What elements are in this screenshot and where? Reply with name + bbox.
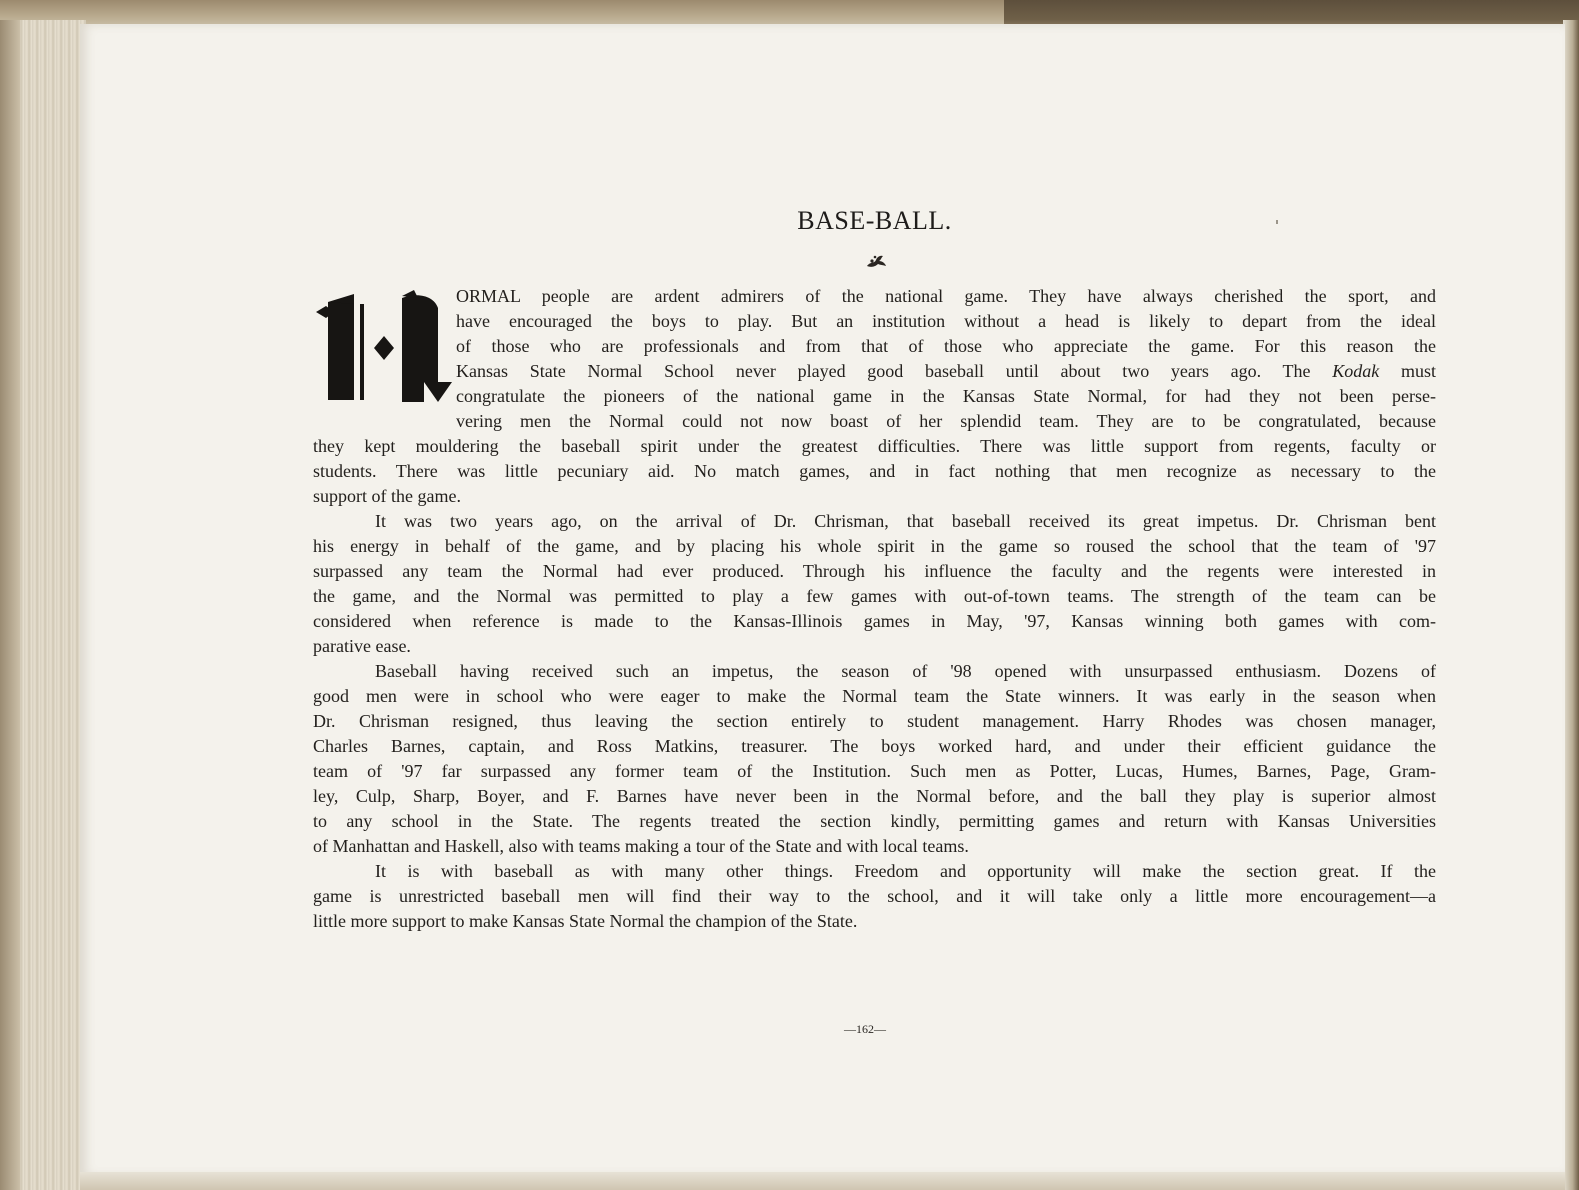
text-line: students. There was little pecuniary aid. No match games, and in fact nothing that men recognize as necessary to the [313,461,1436,481]
text-line: of Manhattan and Haskell, also with teams making a tour of the State and with local teams. [313,836,969,856]
text-line: Kansas State Normal School never played good baseball until about two years ago. The Kodak must [456,361,1436,381]
text-line: parative ease. [313,636,411,656]
binding-shadow [0,20,20,1190]
text-line: they kept mouldering the baseball spirit under the greatest difficulties. There was little support from regents, faculty or [313,436,1436,456]
text-line: ley, Culp, Sharp, Boyer, and F. Barnes have never been in the Normal before, and the ball they play is superior almost [313,786,1436,806]
text-line: ORMAL people are ardent admirers of the national game. They have always cherished the sport, and [456,286,1436,306]
page-title: BASE-BALL. [797,206,952,235]
text-line: surpassed any team the Normal had ever produced. Through his influence the faculty and the regents were interested in [313,561,1436,581]
kodak-title: Kodak [1332,361,1380,381]
text-line: good men were in school who were eager to make the Normal team the State winners. It was early in the season when [313,686,1436,706]
paper-speck [1276,220,1278,224]
text-line: considered when reference is made to the Kansas-Illinois games in May, '97, Kansas winning both games with com- [313,611,1436,631]
text-line: vering men the Normal could not now boast of her splendid team. They are to be congratulated, because [456,411,1436,431]
text-line: have encouraged the boys to play. But an institution without a head is likely to depart from the ideal [456,311,1436,331]
text-line: It was two years ago, on the arrival of Dr. Chrisman, that baseball received its great impetus. Dr. Chrisman bent [375,511,1436,531]
text-line: the game, and the Normal was permitted to play a few games with out-of-town teams. The strength of the team can be [313,586,1436,606]
page-number: —162— [844,1022,886,1036]
text-line: It is with baseball as with many other things. Freedom and opportunity will make the section great. If the [375,861,1436,881]
text-line: Dr. Chrisman resigned, thus leaving the section entirely to student management. Harry Rhodes was chosen manager, [313,711,1436,731]
article-body [313,434,1436,934]
bottom-page-edge [80,1172,1565,1190]
text-line: Charles Barnes, captain, and Ross Matkins, treasurer. The boys worked hard, and under their efficient guidance the [313,736,1436,756]
text-line: game is unrestricted baseball men will find their way to the school, and it will take only a little more encouragement—a [313,886,1436,906]
text-line: his energy in behalf of the game, and by placing his whole spirit in the game so roused the school that the team of '97 [313,536,1436,556]
text-line: little more support to make Kansas State Normal the champion of the State. [313,911,858,931]
text-line: to any school in the State. The regents treated the section kindly, permitting games and return with Kansas Universities [313,811,1436,831]
text-line: support of the game. [313,486,461,506]
text-line: team of '97 far surpassed any former team of the Institution. Such men as Potter, Lucas, Humes, Barnes, Page, Gram- [313,761,1436,781]
right-page-edge [1563,20,1579,1190]
text-line: congratulate the pioneers of the national game in the Kansas State Normal, for had they not been perse- [456,386,1436,406]
text-line: of those who are professionals and from that of those who appreciate the game. For this reason the [456,336,1436,356]
leaf-ornament-icon [864,252,888,272]
text-line: Baseball having received such an impetus, the season of '98 opened with unsurpassed enthusiasm. Dozens of [375,661,1436,681]
blackletter-n-initial [314,290,454,410]
opening-paragraph [456,284,1436,434]
